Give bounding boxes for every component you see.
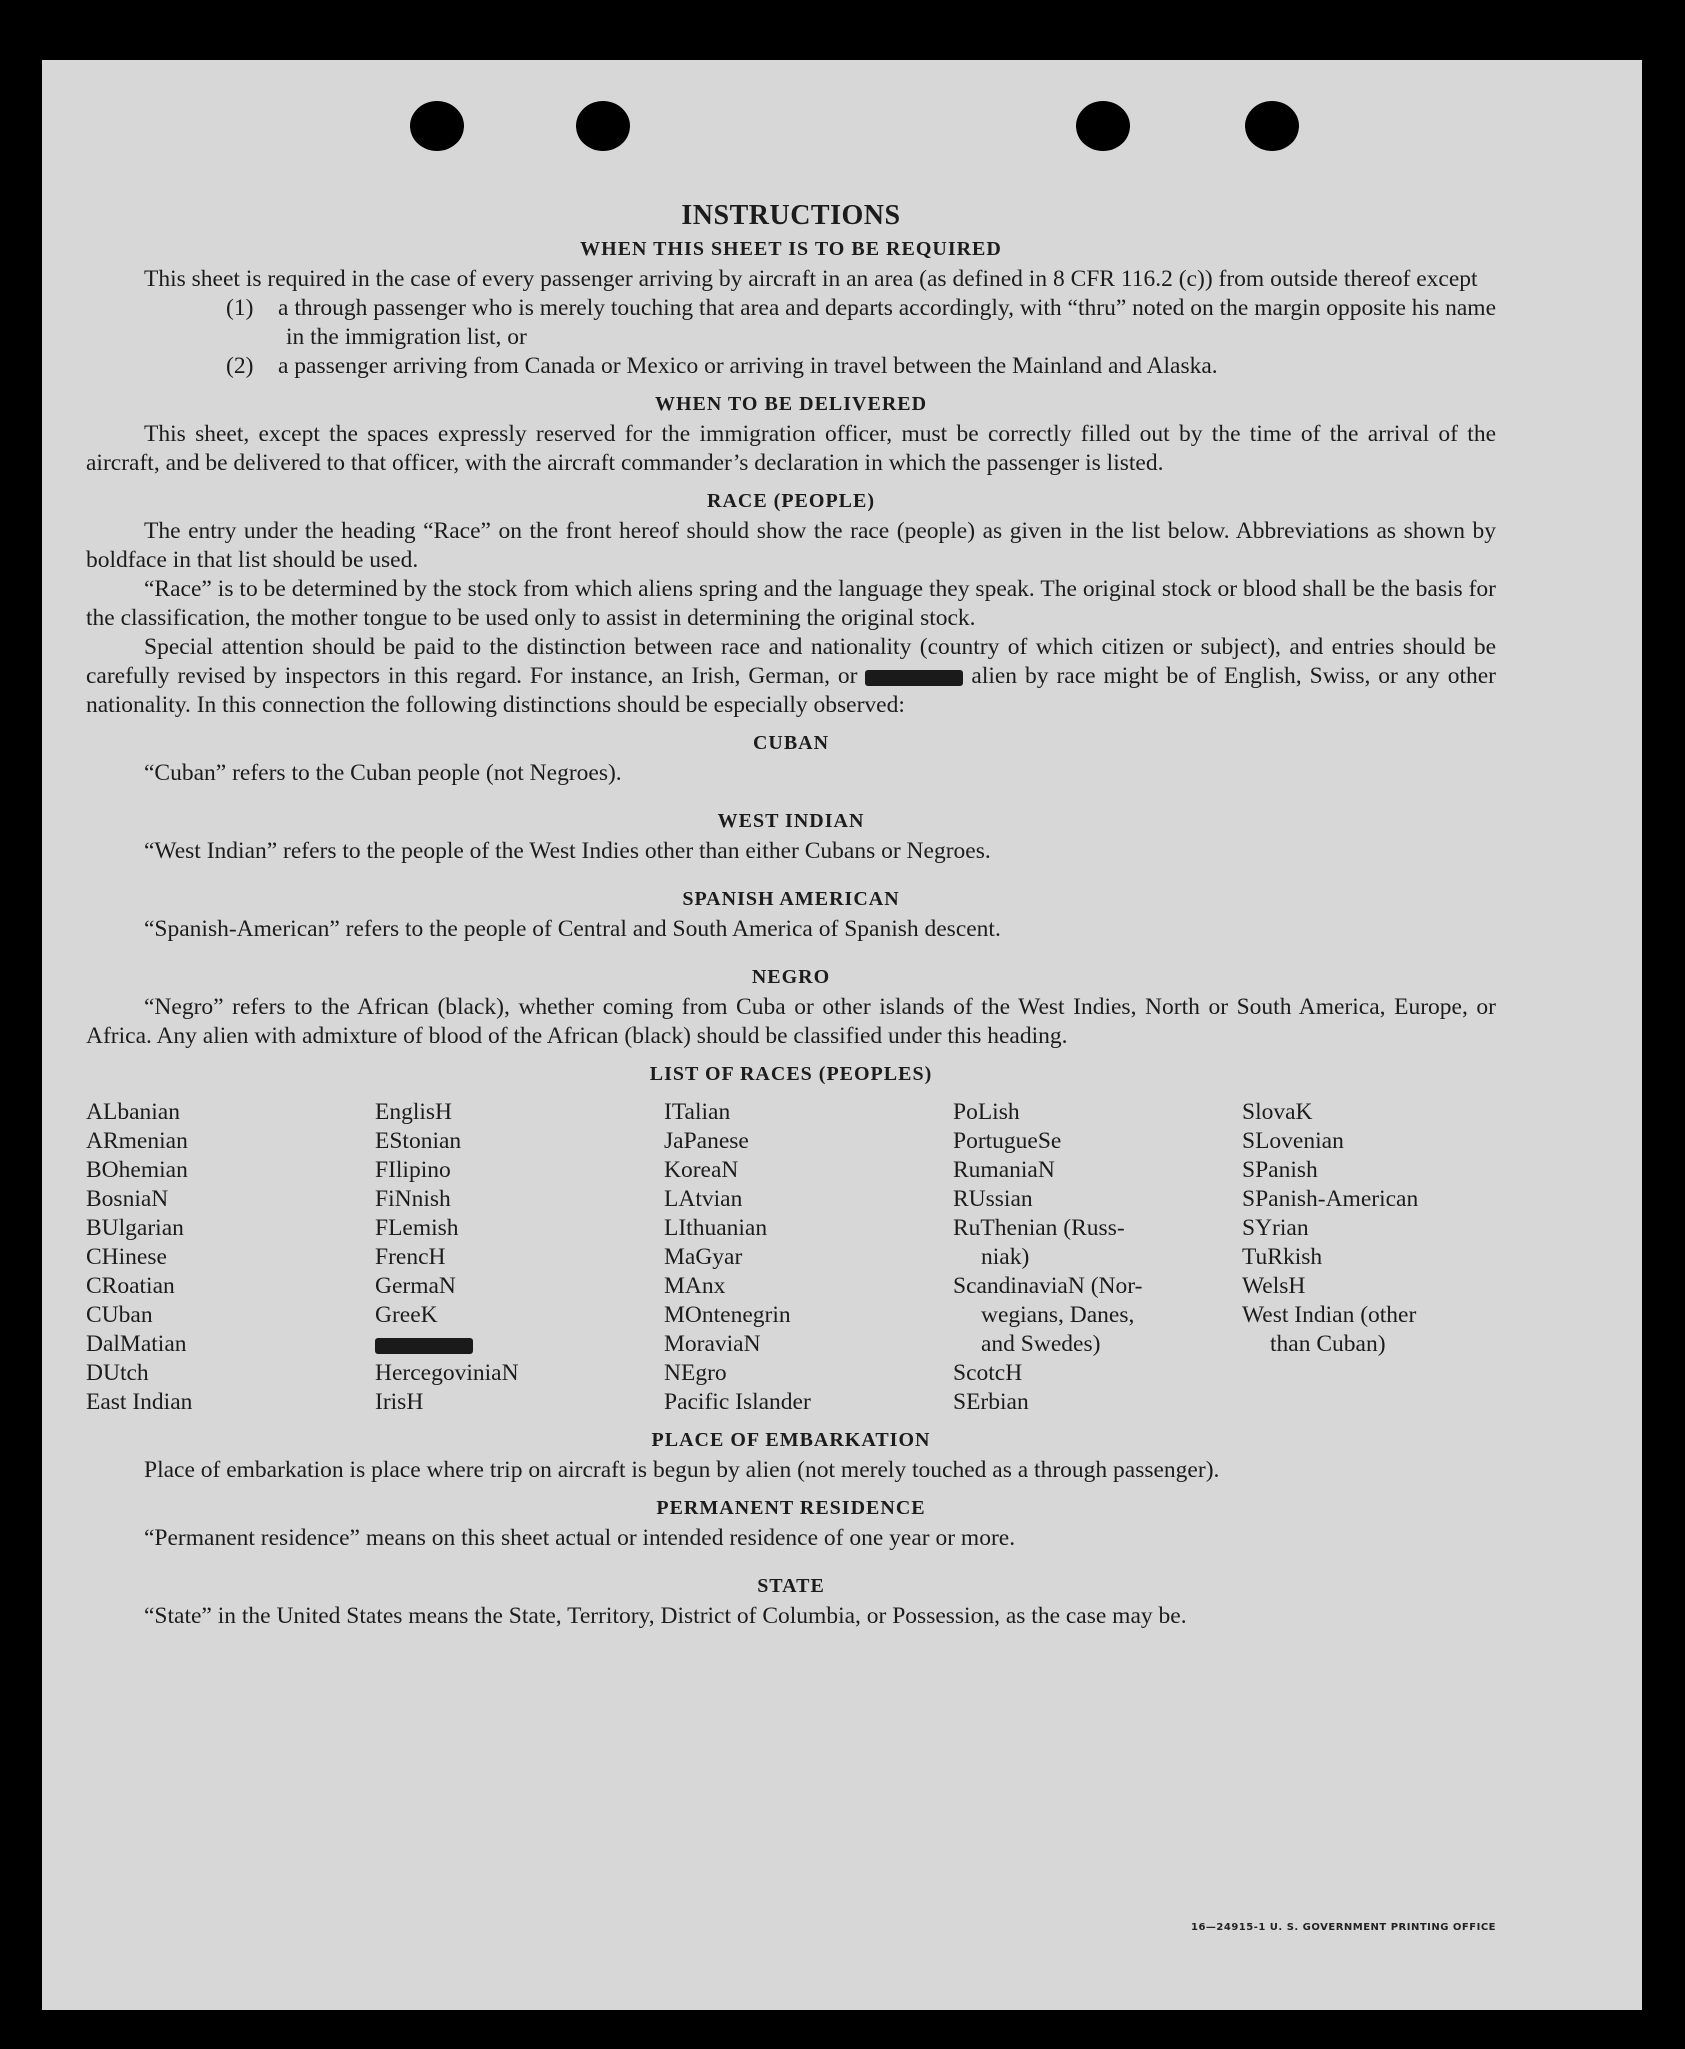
- race-entry: LAtvian: [664, 1186, 743, 1212]
- race-entry: MAnx: [664, 1273, 726, 1299]
- race-entry: WelsH: [1242, 1273, 1306, 1299]
- races-column-5: [1242, 1098, 1502, 1417]
- item-text: a through passenger who is merely touching that area and departs accordingly, with “thru” noted on the margin opposite his name in the immigration list, or: [278, 295, 1496, 350]
- race-entry-redacted: [375, 1330, 664, 1359]
- instructions-body: [86, 200, 1496, 1631]
- race-entry: ARmenian: [86, 1128, 188, 1154]
- document-sheet: [42, 60, 1642, 2010]
- race-entry: SLovenian: [1242, 1128, 1344, 1154]
- race-entry: BOhemian: [86, 1157, 188, 1183]
- race-entry: SlovaK: [1242, 1099, 1313, 1125]
- item-number: (1): [226, 295, 254, 321]
- section-heading-cuban: CUBAN: [752, 732, 830, 754]
- spanish-american-text: “Spanish-American” refers to the people of Central and South America of Spanish descent.: [144, 916, 1001, 942]
- section-heading-state: STATE: [757, 1575, 825, 1597]
- race-entry: EStonian: [375, 1128, 462, 1154]
- race-entry: SErbian: [953, 1389, 1029, 1415]
- race-entry: SYrian: [1242, 1215, 1309, 1241]
- punch-hole: [1245, 101, 1299, 151]
- races-column-3: [664, 1098, 953, 1417]
- race-entry: KoreaN: [664, 1157, 739, 1183]
- west-indian-text: “West Indian” refers to the people of the West Indies other than either Cubans or Negroes.: [144, 838, 991, 864]
- section-heading-delivered: WHEN TO BE DELIVERED: [654, 393, 928, 415]
- race-entry: SPanish: [1242, 1157, 1318, 1183]
- redaction-mark: [865, 670, 963, 686]
- negro-text: “Negro” refers to the African (black), whether coming from Cuba or other islands of the West Indies, North or South America, Europe, or Africa. Any alien with admixture of blood of the African (black) should be classified under this heading.: [86, 994, 1496, 1049]
- page-title: INSTRUCTIONS: [681, 200, 901, 231]
- state-text: “State” in the United States means the State, Territory, District of Columbia, or Possession, as the case may be.: [144, 1603, 1187, 1629]
- section-heading-required: WHEN THIS SHEET IS TO BE REQUIRED: [580, 238, 1002, 260]
- race-entry: SPanish-American: [1242, 1186, 1419, 1212]
- races-column-4: [953, 1098, 1242, 1417]
- race-entry: FLemish: [375, 1215, 459, 1241]
- race-entry: HercegoviniaN: [375, 1360, 519, 1386]
- item-text: a passenger arriving from Canada or Mexico or arriving in travel between the Mainland and Alaska.: [278, 353, 1218, 379]
- race-entry: NEgro: [664, 1360, 727, 1386]
- race-entry: BUlgarian: [86, 1215, 184, 1241]
- race-entry: TuRkish: [1242, 1244, 1323, 1270]
- race-paragraph-3b: alien by race might be of English, Swiss, or any other nationality. In this connection the following distinctions should be especially observed:: [86, 663, 1496, 718]
- section-heading-spanish-american: SPANISH AMERICAN: [682, 888, 900, 910]
- race-entry: DalMatian: [86, 1331, 187, 1357]
- punch-hole: [410, 101, 464, 151]
- race-entry: East Indian: [86, 1389, 193, 1415]
- race-paragraph-3a: Special attention should be paid to the distinction between race and nationality (country of which citizen or subject), and entries should be carefully revised by inspectors in this regard. For instance, an Irish, German, or: [86, 634, 1496, 689]
- race-entry: PoLish: [953, 1099, 1020, 1125]
- race-entry: CRoatian: [86, 1273, 175, 1299]
- section-heading-negro: NEGRO: [751, 966, 831, 988]
- races-column-2: [375, 1098, 664, 1417]
- race-entry: ALbanian: [86, 1099, 180, 1125]
- exception-item-2: [86, 352, 1496, 381]
- race-entry: FiNnish: [375, 1186, 451, 1212]
- redaction-mark: [375, 1338, 473, 1354]
- section-heading-residence: PERMANENT RESIDENCE: [656, 1497, 926, 1519]
- punch-hole: [1076, 101, 1130, 151]
- cuban-text: “Cuban” refers to the Cuban people (not Negroes).: [144, 760, 622, 786]
- race-paragraph-1: The entry under the heading “Race” on the front hereof should show the race (people) as given in the list below. Abbreviations as shown by boldface in that list should be used.: [86, 518, 1496, 573]
- race-entry: PortugueSe: [953, 1128, 1062, 1154]
- race-entry: RUssian: [953, 1186, 1033, 1212]
- races-list: [86, 1098, 1496, 1417]
- race-entry: RuThenian (Russ- niak): [953, 1215, 1125, 1270]
- punch-hole: [576, 101, 630, 151]
- races-column-1: [86, 1098, 375, 1417]
- race-entry: LIthuanian: [664, 1215, 768, 1241]
- race-entry: FIlipino: [375, 1157, 451, 1183]
- exception-item-1: [86, 294, 1496, 352]
- race-entry: West Indian (other than Cuban): [1242, 1302, 1417, 1357]
- race-paragraph-3: [86, 633, 1496, 720]
- race-entry: ITalian: [664, 1099, 731, 1125]
- embarkation-text: Place of embarkation is place where trip on aircraft is begun by alien (not merely touched as a through passenger).: [144, 1457, 1220, 1483]
- race-entry: Pacific Islander: [664, 1389, 811, 1415]
- printer-code: 16—24915-1 U. S. GOVERNMENT PRINTING OFFICE: [1191, 1922, 1496, 1933]
- race-entry: GermaN: [375, 1273, 456, 1299]
- section-heading-embarkation: PLACE OF EMBARKATION: [651, 1429, 931, 1451]
- race-entry: FrencH: [375, 1244, 446, 1270]
- item-number: (2): [226, 353, 254, 379]
- required-intro: This sheet is required in the case of every passenger arriving by aircraft in an area (as defined in 8 CFR 116.2 (c)) from outside thereof except: [144, 266, 1478, 292]
- section-heading-list-of-races: LIST OF RACES (PEOPLES): [649, 1063, 933, 1085]
- race-entry: BosniaN: [86, 1186, 169, 1212]
- race-entry: ScotcH: [953, 1360, 1023, 1386]
- race-paragraph-2: “Race” is to be determined by the stock from which aliens spring and the language they speak. The original stock or blood shall be the basis for the classification, the mother tongue to be used only to assist in determining the original stock.: [86, 576, 1496, 631]
- residence-text: “Permanent residence” means on this sheet actual or intended residence of one year or more.: [144, 1525, 1016, 1551]
- race-entry: RumaniaN: [953, 1157, 1055, 1183]
- race-entry: CUban: [86, 1302, 153, 1328]
- race-entry: JaPanese: [664, 1128, 749, 1154]
- race-entry: CHinese: [86, 1244, 167, 1270]
- section-heading-race: RACE (PEOPLE): [707, 490, 875, 512]
- delivered-text: This sheet, except the spaces expressly reserved for the immigration officer, must be correctly filled out by the time of the arrival of the aircraft, and be delivered to that officer, with the aircraft commander’s declaration in which the passenger is listed.: [86, 421, 1496, 476]
- section-heading-west-indian: WEST INDIAN: [717, 810, 865, 832]
- race-entry: DUtch: [86, 1360, 149, 1386]
- race-entry: MaGyar: [664, 1244, 743, 1270]
- race-entry: MOntenegrin: [664, 1302, 791, 1328]
- race-entry: MoraviaN: [664, 1331, 761, 1357]
- race-entry: IrisH: [375, 1389, 424, 1415]
- race-entry: EnglisH: [375, 1099, 453, 1125]
- race-entry: ScandinaviaN (Nor- wegians, Danes, and Swedes): [953, 1273, 1143, 1357]
- race-entry: GreeK: [375, 1302, 438, 1328]
